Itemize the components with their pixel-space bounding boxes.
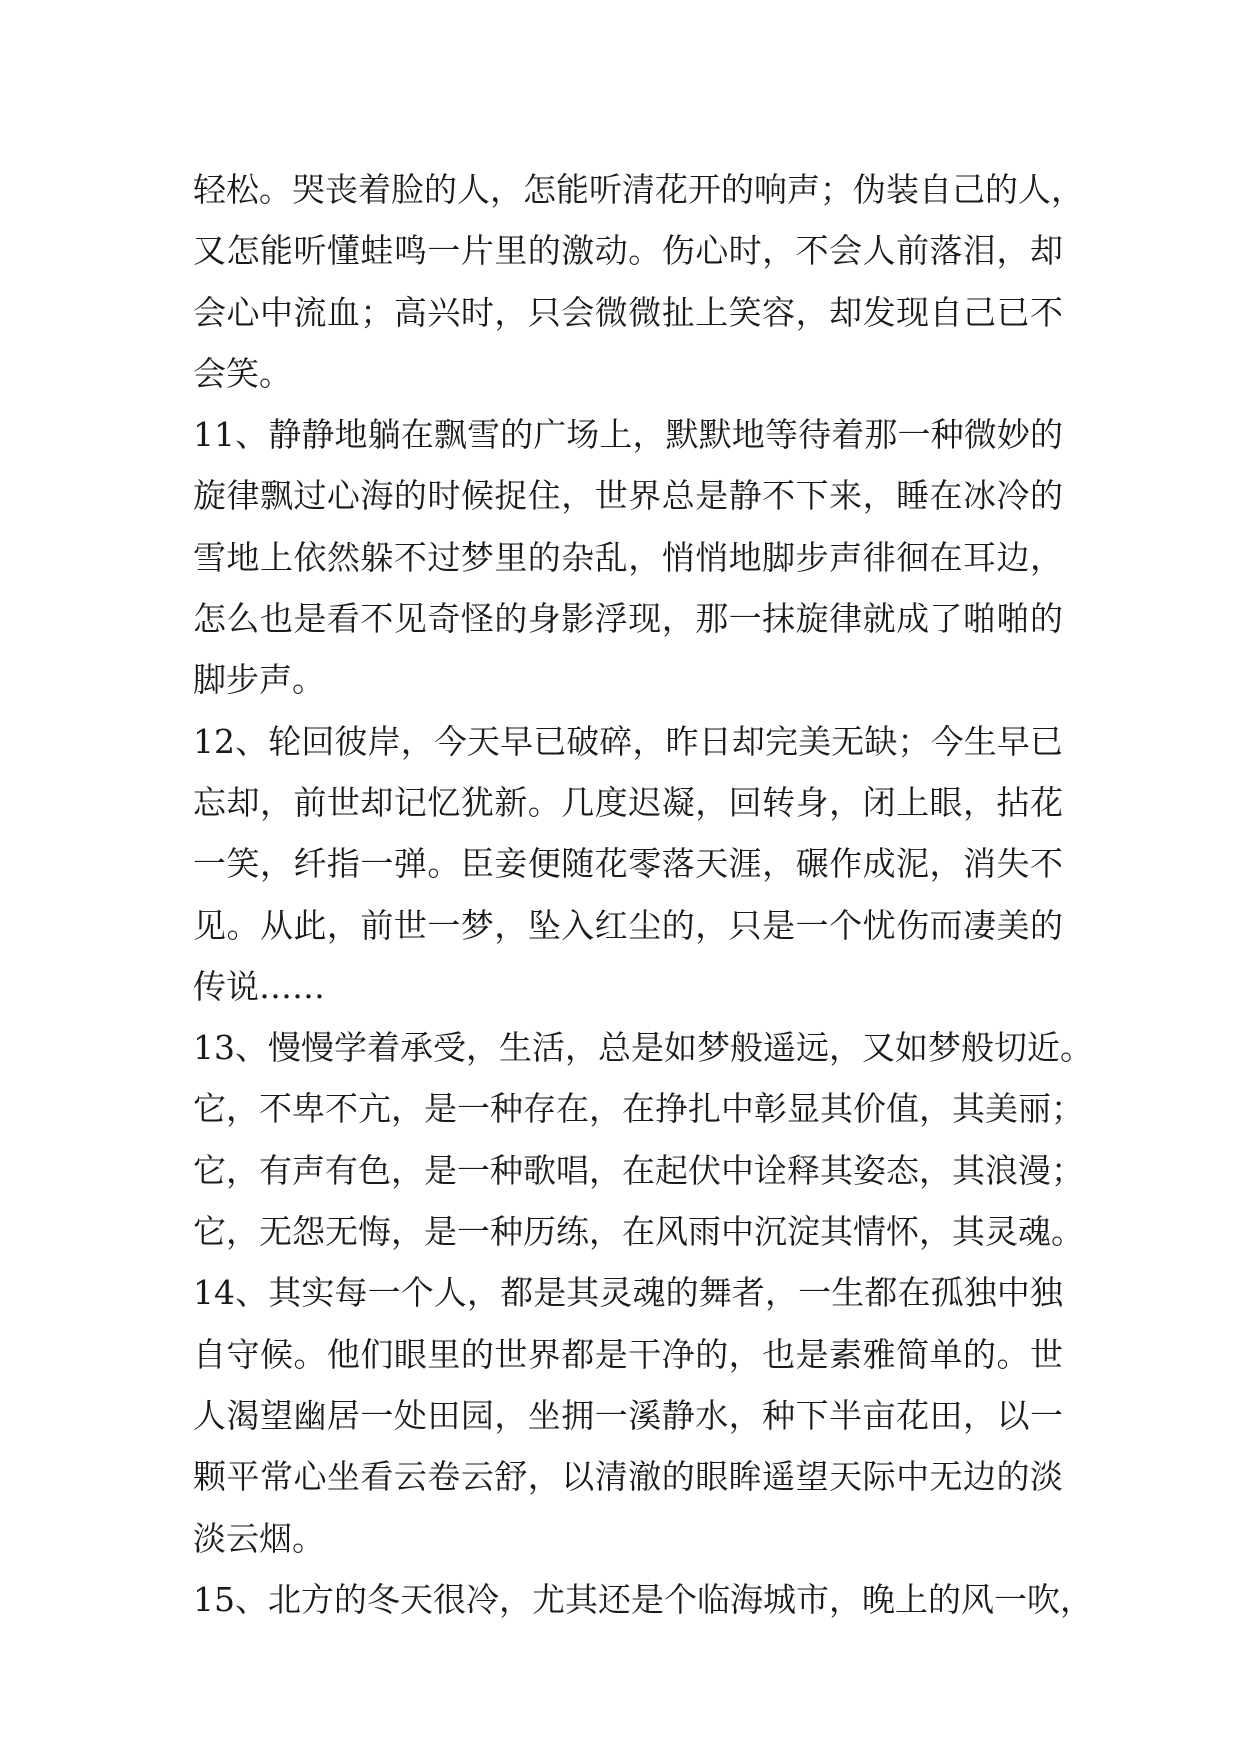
text-line: 14、其实每一个人，都是其灵魂的舞者，一生都在孤独中独: [193, 1273, 1063, 1313]
text-line: 13、慢慢学着承受，生活，总是如梦般遥远，又如梦般切近。: [193, 1028, 1093, 1068]
text-line: 传说……: [193, 966, 325, 1006]
text-line: 轻松。哭丧着脸的人，怎能听清花开的响声；伪装自己的人，: [193, 170, 1084, 209]
text-line: 怎么也是看不见奇怪的身影浮现，那一抹旋律就成了啪啪的: [193, 599, 1063, 639]
text-line: 12、轮回彼岸，今天早已破碎，昨日却完美无缺；今生早已: [193, 721, 1063, 761]
text-line: 它，有声有色，是一种歌唱，在起伏中诠释其姿态，其浪漫；: [193, 1150, 1084, 1190]
text-line: 会心中流血；高兴时，只会微微扯上笑容，却发现自己已不: [193, 292, 1063, 332]
text-line: 淡云烟。: [193, 1518, 325, 1558]
body-text: [193, 159, 1093, 1630]
text-line: 会笑。: [193, 353, 292, 393]
text-line: 旋律飘过心海的时候捉住，世界总是静不下来，睡在冰冷的: [193, 476, 1063, 516]
text-line: 人渴望幽居一处田园，坐拥一溪静水，种下半亩花田，以一: [193, 1395, 1063, 1435]
text-line: 颗平常心坐看云卷云舒，以清澈的眼眸遥望天际中无边的淡: [193, 1457, 1063, 1497]
text-line: 脚步声。: [193, 660, 325, 700]
text-line: 见。从此，前世一梦，坠入红尘的，只是一个忧伤而凄美的: [193, 905, 1063, 945]
text-line: 雪地上依然躲不过梦里的杂乱，悄悄地脚步声徘徊在耳边，: [193, 537, 1063, 577]
text-line: 11、静静地躺在飘雪的广场上，默默地等待着那一种微妙的: [193, 415, 1063, 455]
text-line: 又怎能听懂蛙鸣一片里的激动。伤心时，不会人前落泪，却: [193, 231, 1063, 271]
text-line: 它，无怨无悔，是一种历练，在风雨中沉淀其情怀，其灵魂。: [193, 1212, 1084, 1252]
text-line: 一笑，纤指一弹。臣妾便随花零落天涯，碾作成泥，消失不: [193, 844, 1063, 884]
text-line: 15、北方的冬天很冷，尤其还是个临海城市，晚上的风一吹，: [193, 1579, 1093, 1619]
text-line: 忘却，前世却记忆犹新。几度迟凝，回转身，闭上眼，拈花: [193, 782, 1063, 822]
text-line: 自守候。他们眼里的世界都是干净的，也是素雅简单的。世: [193, 1334, 1063, 1374]
text-line: 它，不卑不亢，是一种存在，在挣扎中彰显其价值，其美丽；: [193, 1089, 1084, 1129]
